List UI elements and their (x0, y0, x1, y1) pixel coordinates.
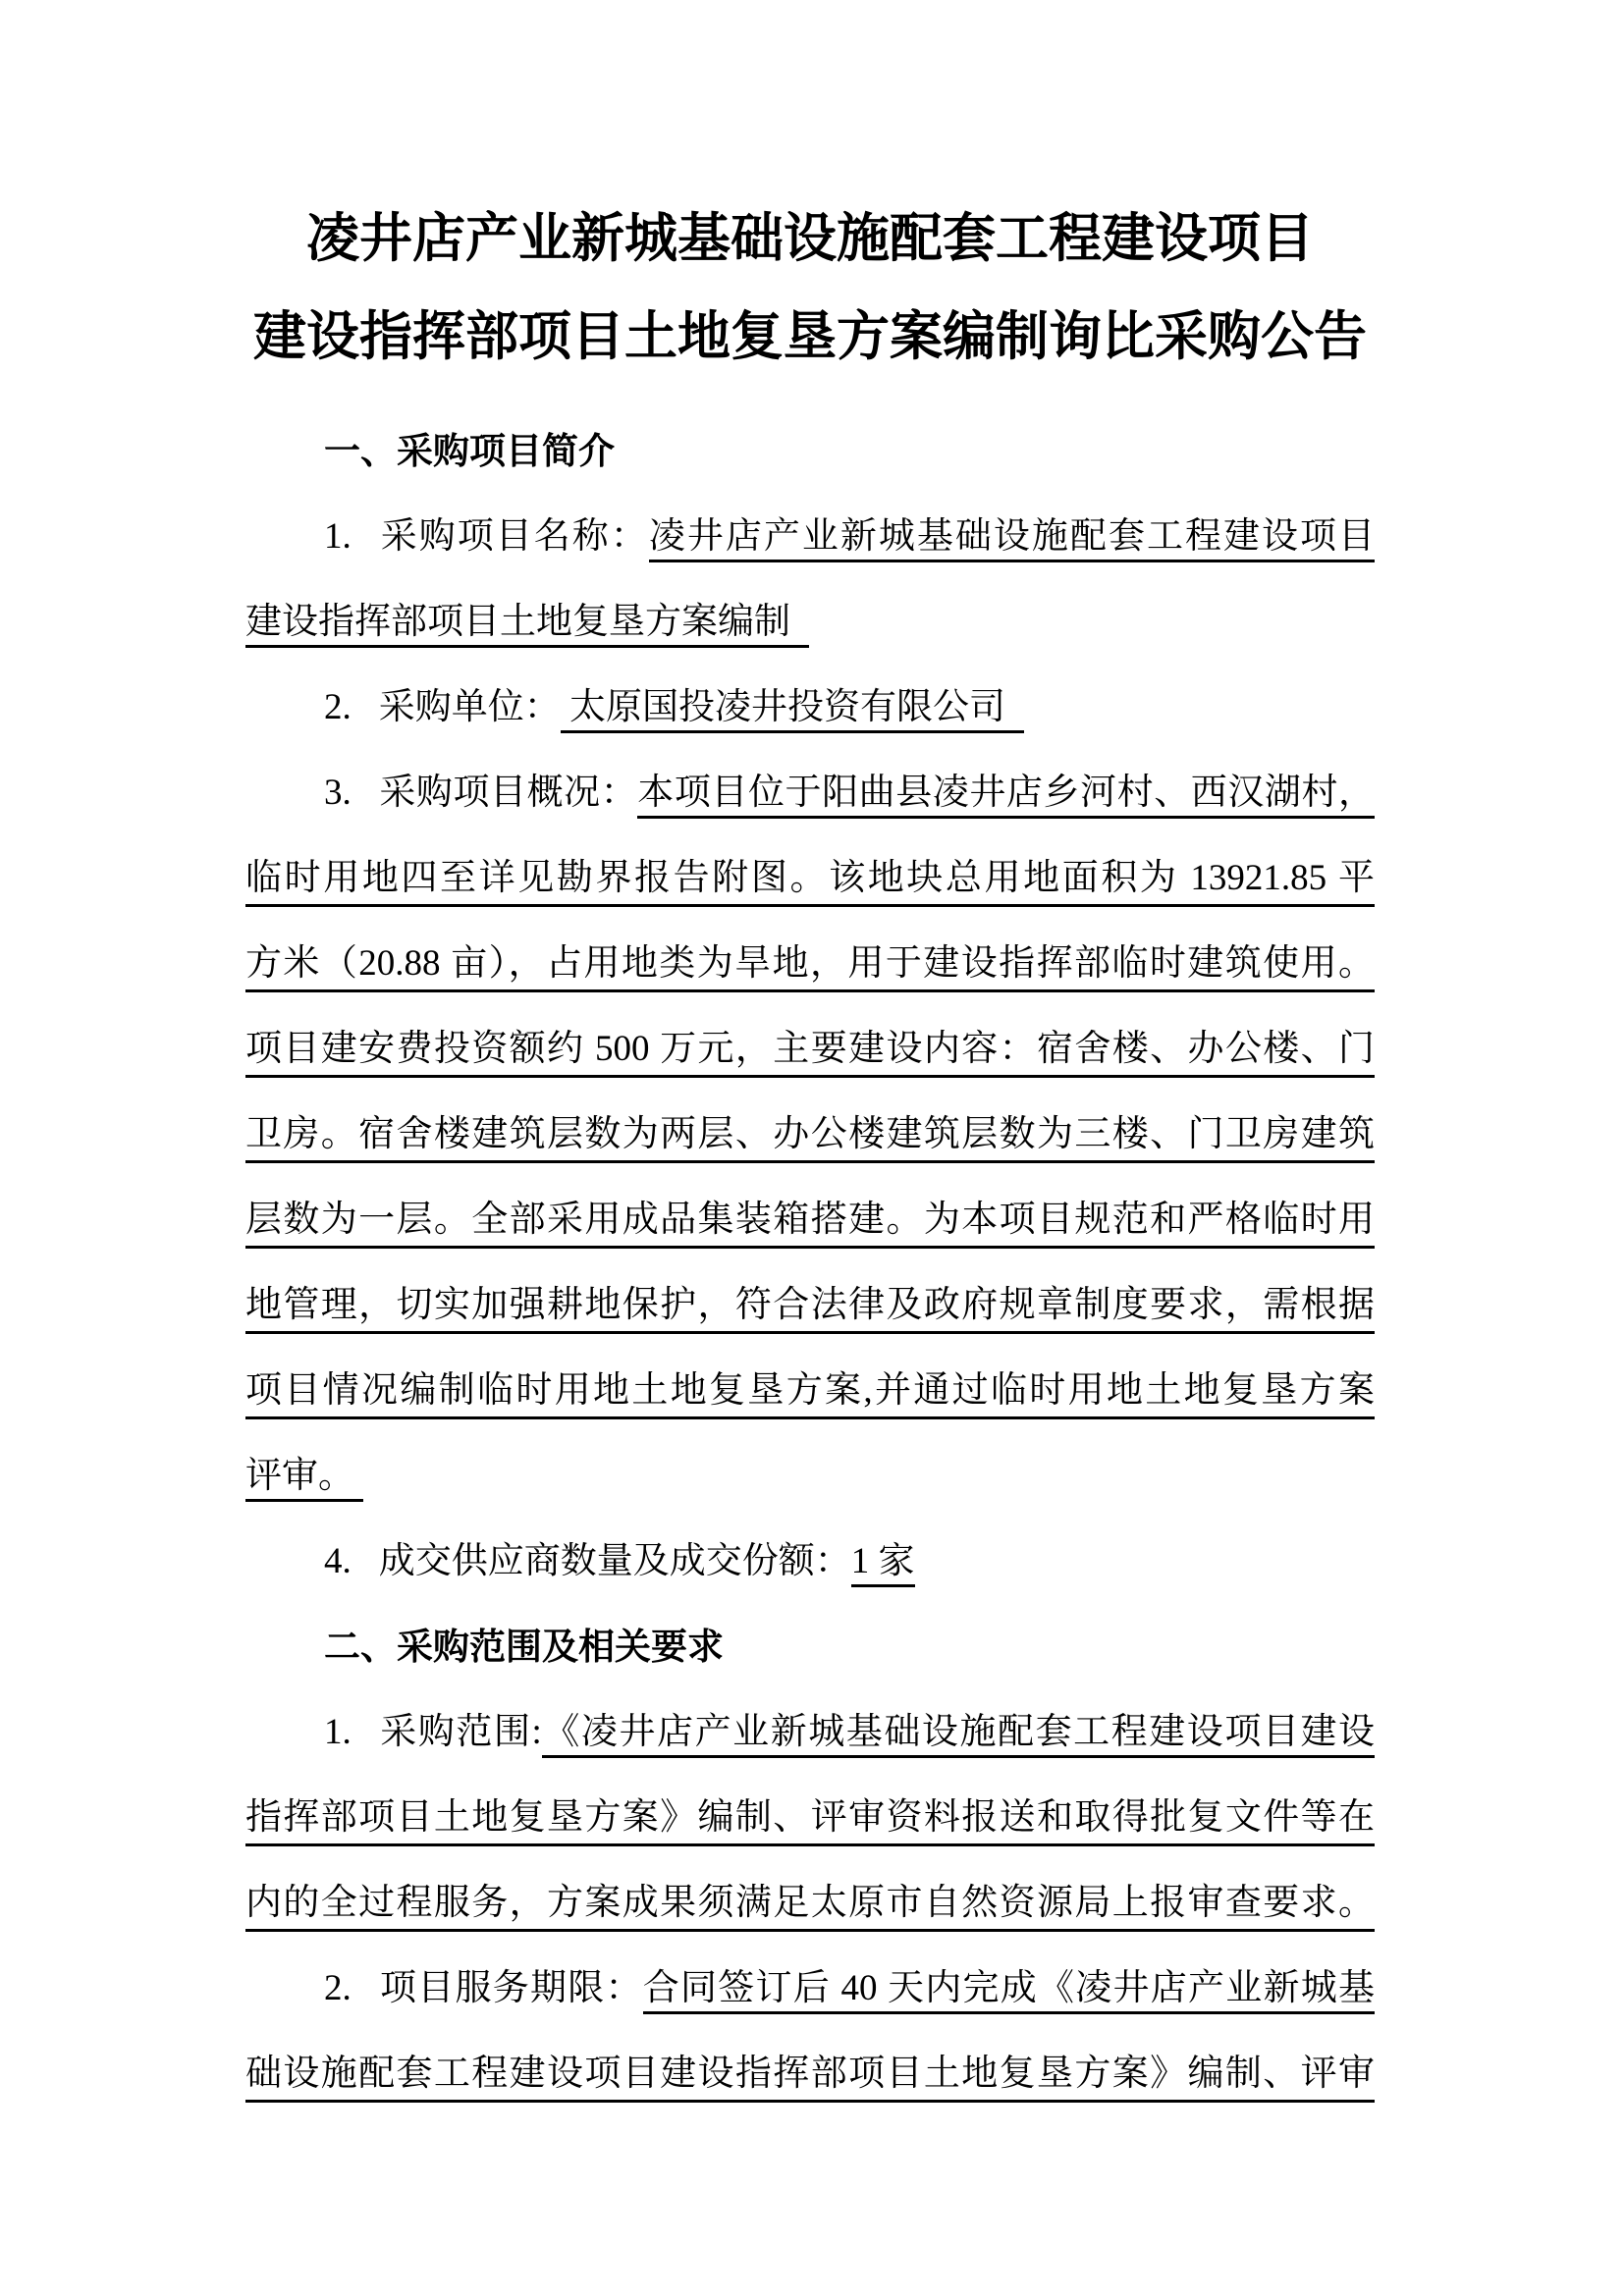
section1-item3-cont1 (245, 835, 1375, 921)
underlined-text: 项目建安费投资额约 500 万元，主要建设内容：宿舍楼、办公楼、门 (245, 1026, 1375, 1078)
section1-item2-line (245, 665, 1375, 750)
item-number: 3. (324, 773, 352, 813)
underlined-text: 卫房。宿舍楼建筑层数为两层、办公楼建筑层数为三楼、门卫房建筑 (245, 1111, 1375, 1163)
section2-item2-line1 (245, 1946, 1375, 2031)
section1-item3-cont5 (245, 1177, 1375, 1262)
underlined-text: 层数为一层。全部采用成品集装箱搭建。为本项目规范和严格临时用 (245, 1197, 1375, 1249)
item-label: 采购单位： (378, 687, 561, 727)
section1-item4-line (245, 1519, 1375, 1604)
section1-item3-cont6 (245, 1262, 1375, 1348)
item-value-underlined: 本项目位于阳曲县凌井店乡河村、西汉湖村， (637, 773, 1375, 819)
item-number: 1. (324, 516, 352, 557)
underlined-text: 方米（20.88 亩），占用地类为旱地，用于建设指挥部临时建筑使用。 (245, 940, 1375, 992)
underlined-text: 础设施配套工程建设项目建设指挥部项目土地复垦方案》编制、评审 (245, 2051, 1375, 2103)
underlined-text: 临时用地四至详见勘界报告附图。该地块总用地面积为 13921.85 平 (245, 855, 1375, 907)
item-value-underlined: 1 家 (851, 1541, 915, 1587)
section1-heading: 一、采购项目简介 (324, 431, 615, 471)
section2-heading: 二、采购范围及相关要求 (324, 1627, 724, 1667)
item-number: 2. (324, 687, 352, 727)
underlined-text: 地管理，切实加强耕地保护，符合法律及政府规章制度要求，需根据 (245, 1282, 1375, 1334)
section2-item1-line1 (245, 1689, 1375, 1775)
item-label: 采购项目概况： (378, 773, 638, 813)
item-value-underlined: 太原国投凌井投资有限公司 (561, 687, 1024, 733)
item-value-underlined: 《凌井店产业新城基础设施配套工程建设项目建设 (542, 1712, 1375, 1758)
title-line-1: 凌井店产业新城基础设施配套工程建设项目 (306, 209, 1314, 268)
section1-item3-cont2 (245, 921, 1375, 1006)
item-number: 4. (324, 1541, 352, 1581)
item-label: 采购范围: (378, 1712, 542, 1752)
item-number: 1. (324, 1712, 352, 1752)
section1-item1-line1 (245, 494, 1375, 579)
item-label: 成交供应商数量及成交份额： (378, 1541, 851, 1581)
section1-item3-line1 (245, 750, 1375, 835)
item-label: 项目服务期限： (378, 1968, 643, 2008)
underlined-text: 内的全过程服务，方案成果须满足太原市自然资源局上报审查要求。 (245, 1880, 1375, 1932)
underlined-text: 指挥部项目土地复垦方案》编制、评审资料报送和取得批复文件等在 (245, 1794, 1375, 1846)
section1-item3-cont7 (245, 1348, 1375, 1433)
section1-item3-cont8 (245, 1433, 1375, 1519)
title-line-2: 建设指挥部项目土地复垦方案编制询比采购公告 (253, 307, 1367, 366)
underlined-text: 评审。 (245, 1456, 363, 1502)
item-number: 2. (324, 1968, 352, 2008)
item-value-underlined: 凌井店产业新城基础设施配套工程建设项目 (649, 516, 1375, 562)
section2-item1-cont2 (245, 1860, 1375, 1946)
section1-item1-line2 (245, 579, 1375, 665)
item-value-underlined: 合同签订后 40 天内完成《凌井店产业新城基 (643, 1968, 1375, 2014)
section2-item1-cont1 (245, 1775, 1375, 1860)
section1-item3-cont4 (245, 1092, 1375, 1177)
document-title (245, 189, 1375, 386)
item-value-underlined: 建设指挥部项目土地复垦方案编制 (245, 602, 809, 648)
underlined-text: 项目情况编制临时用地土地复垦方案,并通过临时用地土地复垦方案 (245, 1367, 1375, 1419)
item-label: 采购项目名称： (378, 516, 649, 557)
section1-item3-cont3 (245, 1006, 1375, 1092)
section2-item2-cont1 (245, 2031, 1375, 2116)
